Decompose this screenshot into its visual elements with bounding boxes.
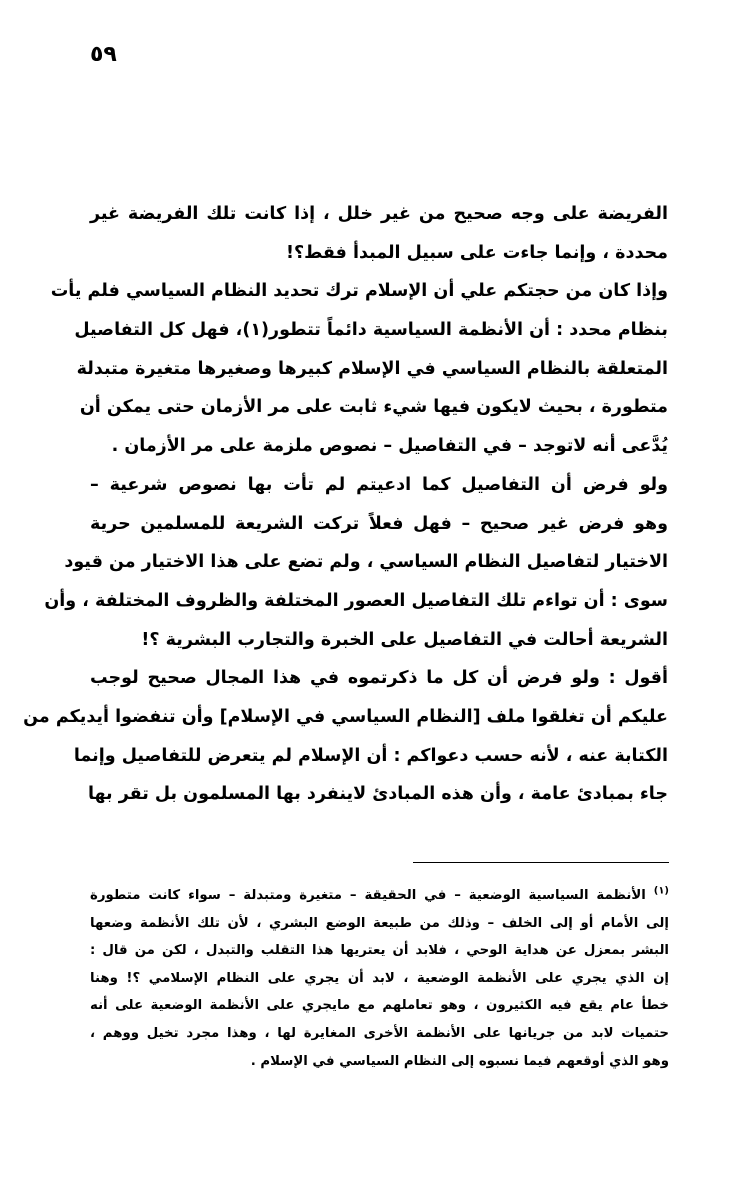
page-number: ٥٩ <box>90 42 117 67</box>
text-line: الشريعة أحالت في التفاصيل على الخبرة والتجارب البشرية ؟! <box>141 629 668 650</box>
text-line: وهو فرض غير صحيح – فهل فعلاً تركت الشريعة للمسلمين حرية <box>90 513 668 534</box>
footnotes <box>90 882 669 1075</box>
text-line: المتعلقة بالنظام السياسي في الإسلام كبيرها وصغيرها متغيرة متبدلة <box>76 358 668 379</box>
footnote-line: إن الذي يجري على الأنظمة الوضعية ، لابد أن يجري على النظام الإسلامي ؟! وهنا <box>90 970 669 986</box>
text-line: بنظام محدد : أن الأنظمة السياسية دائماً تتطور(١)، فهل كل التفاصيل <box>74 320 668 341</box>
text-line: عليكم أن تغلقوا ملف [النظام السياسي في الإسلام] وأن تنفضوا أيديكم من <box>23 706 668 727</box>
text-line: جاء بمبادئ عامة ، وأن هذه المبادئ لاينفرد بها المسلمون بل تقر بها <box>87 784 668 805</box>
text-line: أقول : ولو فرض أن كل ما ذكرتموه في هذا المجال صحيح لوجب <box>90 668 668 689</box>
text-line: الكتابة عنه ، لأنه حسب دعواكم : أن الإسلام لم يتعرض للتفاصيل وإنما <box>73 745 668 766</box>
footnote-line: وهو الذي أوقعهم فيما نسبوه إلى النظام السياسي في الإسلام . <box>250 1053 669 1069</box>
footnote-line: البشر بمعزل عن هداية الوحي ، فلابد أن يعتريها هذا التقلب والتبدل ، لكن من قال : <box>90 943 669 959</box>
text-line: الاختيار لتفاصيل النظام السياسي ، ولم تضع على هذا الاختيار من قيود <box>64 552 668 573</box>
footnote-marker: (١) <box>653 885 669 897</box>
text-line: الفريضة على وجه صحيح من غير خلل ، إذا كانت تلك الفريضة غير <box>90 204 668 224</box>
text-line: محددة ، وإنما جاءت على سبيل المبدأ فقط؟! <box>285 242 668 263</box>
text-line: يُدَّعى أنه لاتوجد – في التفاصيل – نصوص ملزمة على مر الأزمان . <box>111 436 668 457</box>
footnote-line: حتميات لابد من جريانها على الأنظمة الأخرى المغايرة لها ، وهذا مجرد تخيل ووهم ، <box>90 1025 669 1041</box>
footnote-line: إلى الأمام أو إلى الخلف – وذلك من طبيعة الوضع البشري ، لأن تلك الأنظمة وضعها <box>90 915 669 931</box>
main-text <box>23 195 668 814</box>
text-line: سوى : أن تواءم تلك التفاصيل العصور المختلفة والظروف المختلفة ، وأن <box>44 590 668 611</box>
text-line: وإذا كان من حجتكم علي أن الإسلام ترك تحديد النظام السياسي فلم يأت <box>50 281 668 302</box>
text-line: متطورة ، بحيث لايكون فيها شيء ثابت على مر الأزمان حتى يمكن أن <box>79 397 668 418</box>
footnote-separator <box>413 862 669 863</box>
footnote-text: الأنظمة السياسية الوضعية – في الحقيقة – متغيرة ومتبدلة – سواء كانت متطورة <box>90 888 646 903</box>
text-line: ولو فرض أن التفاصيل كما ادعيتم لم تأت بها نصوص شرعية – <box>90 474 668 495</box>
footnote-line <box>90 882 669 910</box>
footnote-line: خطأ عام يقع فيه الكثيرون ، وهو تعاملهم مع مايجري على الأنظمة الوضعية على أنه <box>90 998 669 1014</box>
